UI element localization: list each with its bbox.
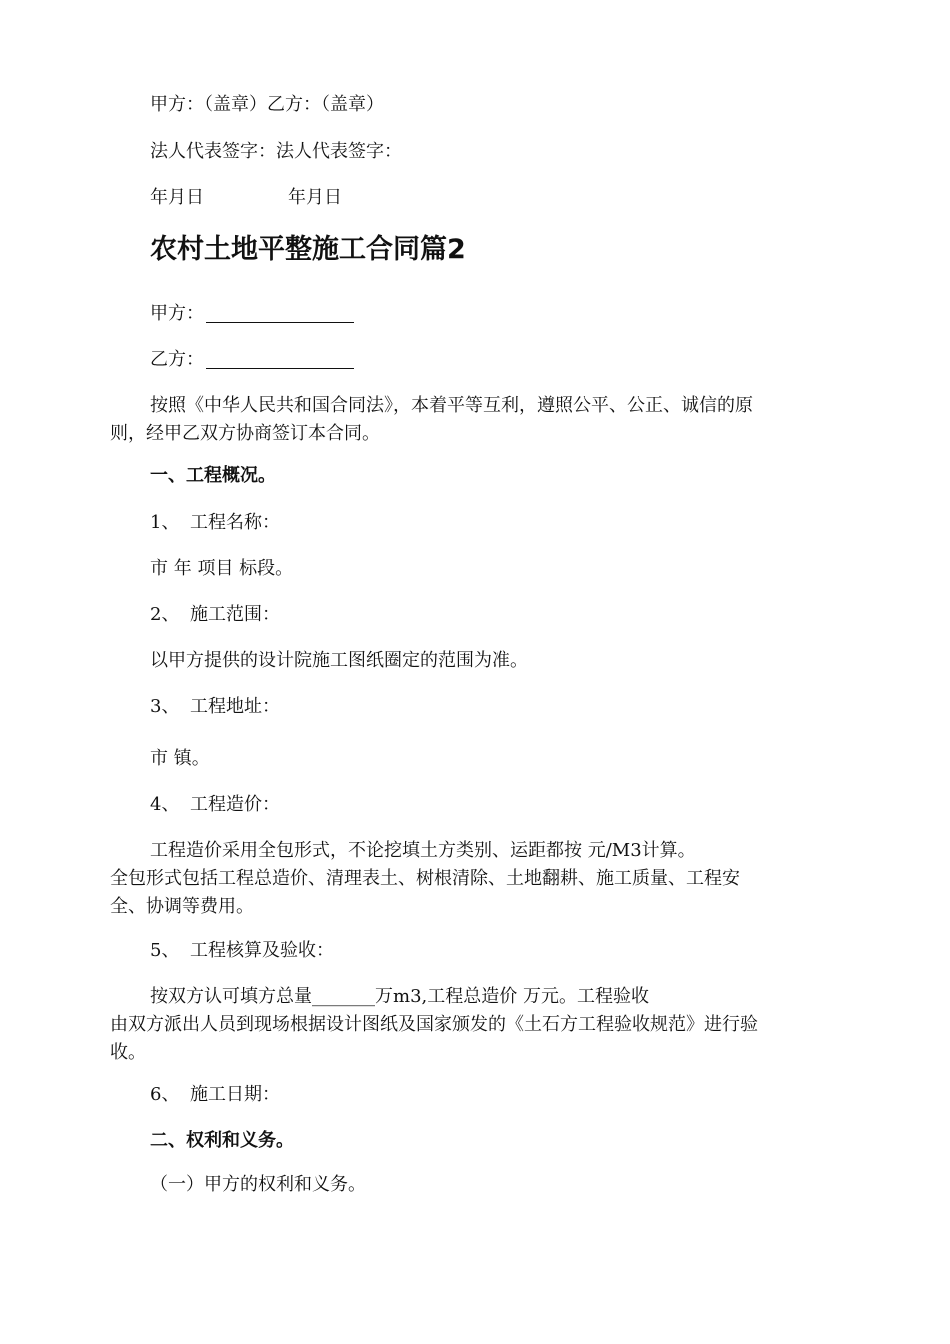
item-4-text-3: 全、协调等费用。 <box>110 896 254 917</box>
party-a-blank <box>206 304 354 323</box>
item-5-text-2: 由双方派出人员到现场根据设计图纸及国家颁发的《土石方工程验收规范》进行验 <box>110 1014 758 1035</box>
item-4-text-2: 全包形式包括工程总造价、清理表土、树根清除、土地翻耕、施工质量、工程安 <box>110 868 740 889</box>
party-b-blank <box>206 350 354 369</box>
item-number: 1、 <box>150 512 180 533</box>
intro-line-1: 按照《中华人民共和国合同法》，本着平等互利，遵照公平、公正、诚信的原 <box>150 395 753 416</box>
section-heading-1: 一、工程概况。 <box>150 465 276 486</box>
section-heading-2: 二、权利和义务。 <box>150 1130 294 1151</box>
item-label: 工程地址： <box>190 696 280 717</box>
item-label: 工程造价： <box>190 794 280 815</box>
contract-title: 农村土地平整施工合同篇2 <box>150 234 466 265</box>
item-number: 6、 <box>150 1084 180 1105</box>
party-b-label: 乙方： <box>150 349 204 370</box>
party-a-line <box>150 300 354 328</box>
item-label: 施工范围： <box>190 604 280 625</box>
item-number: 2、 <box>150 604 180 625</box>
item-1-text: 市 年 项目 标段。 <box>150 558 294 579</box>
item-5-text-1: 按双方认可填方总量_______万m3,工程总造价 万元。工程验收 <box>150 986 649 1007</box>
signature-rep-line: 法人代表签字：法人代表签字： <box>150 141 402 162</box>
party-a-label: 甲方： <box>150 303 204 324</box>
subsection-heading-1: （一）甲方的权利和义务。 <box>150 1174 366 1195</box>
item-5 <box>150 937 334 965</box>
date-left: 年月日 <box>150 187 204 208</box>
item-6 <box>150 1081 280 1109</box>
date-right: 年月日 <box>288 187 342 208</box>
item-2 <box>150 601 280 629</box>
signature-date-line <box>150 184 342 212</box>
intro-line-2: 则，经甲乙双方协商签订本合同。 <box>110 423 380 444</box>
item-3 <box>150 693 280 721</box>
item-3-text: 市 镇。 <box>150 748 210 769</box>
item-1 <box>150 509 280 537</box>
signature-seal-line: 甲方：（盖章）乙方：（盖章） <box>150 94 384 115</box>
item-label: 工程核算及验收： <box>190 940 334 961</box>
party-b-line <box>150 346 354 374</box>
item-2-text: 以甲方提供的设计院施工图纸圈定的范围为准。 <box>150 650 528 671</box>
item-5-text-3: 收。 <box>110 1042 146 1063</box>
item-number: 3、 <box>150 696 180 717</box>
item-4 <box>150 791 280 819</box>
item-label: 工程名称： <box>190 512 280 533</box>
item-4-text-1: 工程造价采用全包形式，不论挖填土方类别、运距都按 元/M3计算。 <box>150 840 696 861</box>
item-number: 5、 <box>150 940 180 961</box>
item-number: 4、 <box>150 794 180 815</box>
item-label: 施工日期： <box>190 1084 280 1105</box>
